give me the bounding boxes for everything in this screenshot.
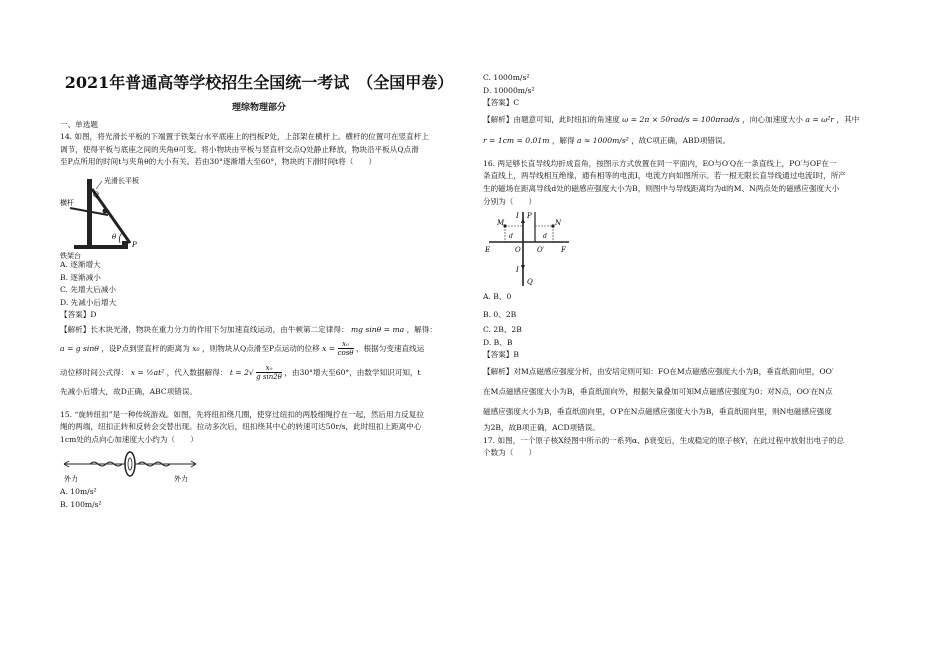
q16-text-4: 分别为（ ） bbox=[483, 196, 537, 206]
exam-title: 2021年普通高等学校招生全国统一考试 （全国甲卷） bbox=[64, 73, 454, 92]
label-d-2: d bbox=[543, 233, 547, 241]
q15-eq-centripetal: a = ω²r bbox=[805, 114, 834, 124]
q15-text-2: 绳的两端，纽扣正转和反转会交替出现。拉动多次后，纽扣绕其中心的转速可达50r/s，此时纽扣上距离中心 bbox=[60, 422, 422, 432]
q14-eq-kinematic: x = ½at² bbox=[130, 367, 165, 377]
q14-eq-newton: mg sinθ = ma bbox=[350, 324, 405, 334]
q14-frac-x: $\frac{\text{x₀}}{\cos\theta}$ bbox=[337, 340, 354, 358]
label-f: F bbox=[561, 246, 566, 255]
button-spin-diagram bbox=[60, 446, 200, 486]
label-o-prime: O′ bbox=[537, 246, 545, 255]
q14-option-c: C. 先增大后减小 bbox=[60, 285, 116, 295]
q16-analysis-4: 为2B，故B项正确，ACD项错误。 bbox=[483, 422, 600, 432]
q14-text-3: 至P点所用的时间t与夹角θ的大小有关。若由30°逐渐增大至60°，物块的下滑时间t将（ ） bbox=[60, 157, 377, 167]
q16-text-2: 条直线上，两导线相互绝缘，通有相等的电流I，电流方向如图所示。若一根无限长直导线通过电流I时，所产 bbox=[483, 171, 846, 181]
q15-eq-omega: ω = 2π × 50rad/s = 100πrad/s bbox=[622, 114, 740, 124]
q14-analysis-2: a = g sinθ ，设P点到竖直杆的距离为 x₀ ，则物块从Q点滑至P点运动的位移 x = $\frac{\text{x₀}}{\cos\theta}$ ，根据匀变速直线运 bbox=[60, 340, 425, 358]
label-p: P bbox=[527, 212, 532, 221]
q15-option-a: A. 10m/s² bbox=[60, 487, 97, 497]
incline-diagram bbox=[60, 175, 220, 259]
q17-text-2: 个数为（ ） bbox=[483, 448, 537, 458]
q16-text-3: 生的磁场在距离导线d处的磁感应强度大小为B，则图中与导线距离均为d的M、N两点处的磁感应强度大小 bbox=[483, 183, 840, 193]
label-p: P bbox=[132, 240, 137, 249]
q16-answer: 【答案】B bbox=[483, 350, 519, 360]
q17-text-1: 17. 如图，一个原子核X经图中所示的一系列α、β衰变后，生成稳定的原子核Y，在此过程中放射出电子的总 bbox=[483, 435, 844, 445]
q15-option-b: B. 100m/s² bbox=[60, 499, 102, 509]
q16-analysis-3: 磁感应强度大小为B，垂直纸面向里，O′P在N点磁感应强度大小为B，垂直纸面向里，则N电磁感应强度 bbox=[483, 406, 832, 416]
label-stand: 铁架台 bbox=[60, 251, 81, 259]
q15-figure bbox=[60, 446, 458, 486]
q14-figure bbox=[60, 175, 458, 259]
section-heading: 一、单选题 bbox=[60, 119, 98, 129]
q14-option-a: A. 逐渐增大 bbox=[60, 259, 101, 269]
label-force-right: 外力 bbox=[174, 475, 188, 484]
q14-analysis-3: 动位移时间公式得： x = ½at² ，代入数据解得： t = 2√ $\frac{\text{x₀}}{\text{g sin2θ}}$ ，由30°增大至60°，由数学知识可知，t bbox=[60, 364, 421, 382]
label-current-2: I bbox=[516, 266, 519, 275]
label-current-1: I bbox=[516, 212, 519, 221]
label-force-left: 外力 bbox=[64, 475, 78, 484]
q16-option-a: A. B、0 bbox=[483, 292, 512, 302]
q16-option-c: C. 2B、2B bbox=[483, 325, 522, 335]
label-crossbar: 横杆 bbox=[60, 198, 74, 207]
q14-option-b: B. 逐渐减小 bbox=[60, 272, 101, 282]
q16-text-1: 16. 两足够长直导线均折成直角，按图示方式放置在同一平面内，EO与O′Q在一条直线上，PO′与OF在一 bbox=[483, 158, 837, 168]
left-column bbox=[60, 72, 458, 512]
q16-option-b: B. 0、2B bbox=[483, 310, 517, 320]
q14-eq-accel: a = g sinθ bbox=[60, 343, 99, 353]
label-o: O bbox=[515, 246, 521, 255]
q16-analysis-2: 在M点磁感应强度大小为B，垂直纸面向外，根据矢量叠加可知M点磁感应强度为0；对N点，OO′在N点 bbox=[483, 386, 833, 396]
q15-eq-result: a ≈ 1000m/s² bbox=[577, 135, 629, 145]
q15-answer: 【答案】C bbox=[483, 98, 520, 108]
q14-text-1: 14. 如图，将光滑长平板的下端置于铁架台水平底座上的挡板P处，上部架在横杆上。横杆的位置可在竖直杆上 bbox=[60, 132, 429, 142]
q14-analysis-4: 先减小后增大，故D正确，ABC项错误。 bbox=[60, 386, 198, 396]
label-q: Q bbox=[93, 190, 99, 199]
q15-text-3: 1cm处的点向心加速度大小约为（ ） bbox=[60, 434, 198, 444]
q15-analysis-2: r = 1cm = 0.01m ，解得 a ≈ 1000m/s² ，故C项正确，ABD项错误。 bbox=[483, 135, 731, 145]
q14-frac-t: $\frac{\text{x₀}}{\text{g sin2θ}}$ bbox=[256, 364, 282, 382]
label-theta: θ bbox=[112, 232, 117, 241]
q16-option-d: D. B、B bbox=[483, 337, 513, 347]
label-q: Q bbox=[527, 278, 533, 287]
q16-figure bbox=[483, 208, 881, 288]
q14-option-d: D. 先减小后增大 bbox=[60, 297, 117, 307]
exam-subtitle: 理综物理部分 bbox=[231, 103, 286, 113]
q14-text-2: 调节，使得平板与底座之间的夹角θ可变。将小物块由平板与竖直杆交点Q处静止释放，物块沿平板从Q点滑 bbox=[60, 144, 419, 154]
wires-diagram bbox=[483, 208, 573, 288]
label-d-1: d bbox=[509, 233, 513, 241]
label-n: N bbox=[555, 219, 562, 228]
label-m: M bbox=[497, 219, 505, 228]
q14-answer: 【答案】D bbox=[60, 310, 97, 320]
label-e: E bbox=[485, 246, 491, 255]
label-smooth-board: 光滑长平板 bbox=[104, 176, 139, 185]
q14-analysis-1: 【解析】长木块光滑，物块在重力分力的作用下匀加速直线运动，由牛顿第二定律得： mg sinθ = ma ，解得： bbox=[60, 324, 437, 334]
right-column bbox=[483, 72, 881, 460]
q15-option-c: C. 1000m/s² bbox=[483, 73, 530, 82]
q15-option-d: D. 10000m/s² bbox=[483, 85, 535, 95]
q16-analysis-1: 【解析】对M点磁感应强度分析，由安培定则可知：FO在M点磁感应强度大小为B，垂直纸面向里，OO′ bbox=[483, 366, 834, 376]
q15-eq-radius: r = 1cm = 0.01m bbox=[483, 135, 550, 145]
q15-text-1: 15. “旋转纽扣”是一种传统游戏。如图，先将纽扣绕几圈，使穿过纽扣的两股细绳拧在一起，然后用力反复拉 bbox=[60, 409, 424, 419]
q15-analysis-1: 【解析】由题意可知，此时纽扣的角速度 ω = 2π × 50rad/s = 100πrad/s ，向心加速度大小 a = ω²r ，其中 bbox=[483, 114, 860, 124]
